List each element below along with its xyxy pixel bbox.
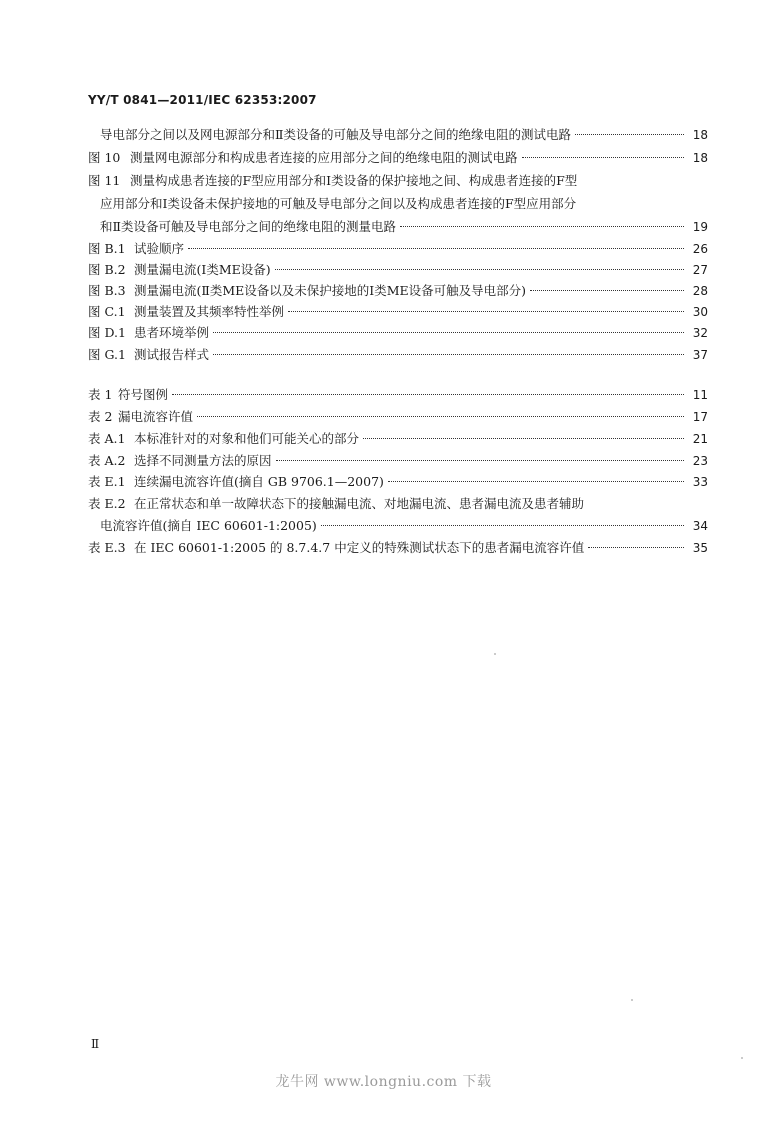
entry-title: 在正常状态和单一故障状态下的接触漏电流、对地漏电流、患者漏电流及患者辅助 bbox=[134, 496, 585, 511]
entry-title: 导电部分之间以及网电源部分和Ⅱ类设备的可触及导电部分之间的绝缘电阻的测试电路 bbox=[100, 127, 571, 142]
toc-figure-entry[interactable] bbox=[88, 171, 708, 191]
toc-table-entry[interactable] bbox=[88, 429, 708, 449]
dot-leader bbox=[172, 393, 684, 395]
entry-title: 和Ⅱ类设备可触及导电部分之间的绝缘电阻的测量电路 bbox=[100, 219, 396, 234]
entry-page-number: 11 bbox=[692, 388, 708, 402]
toc-table-entry[interactable] bbox=[88, 385, 708, 405]
entry-page-number: 37 bbox=[692, 348, 708, 362]
toc-figure-entry[interactable] bbox=[88, 239, 708, 259]
entry-title: 测试报告样式 bbox=[134, 347, 210, 362]
dot-leader bbox=[213, 331, 684, 333]
entry-label: 表 E.1 bbox=[88, 474, 126, 489]
entry-label: 表 E.3 bbox=[88, 540, 126, 555]
entry-page-number: 32 bbox=[692, 326, 708, 340]
entry-title: 测量装置及其频率特性举例 bbox=[134, 304, 285, 319]
entry-title: 试验顺序 bbox=[134, 241, 185, 256]
entry-page-number: 35 bbox=[692, 541, 708, 555]
entry-label: 图 B.3 bbox=[88, 283, 126, 298]
toc-figure-entry[interactable] bbox=[100, 217, 708, 237]
toc-figure-entry[interactable] bbox=[100, 125, 708, 145]
toc-figure-entry[interactable] bbox=[88, 260, 708, 280]
dot-leader bbox=[288, 310, 684, 312]
dot-leader bbox=[197, 415, 684, 417]
entry-title: 漏电流容许值 bbox=[118, 409, 194, 424]
toc-table-entry[interactable] bbox=[88, 494, 708, 514]
entry-label: 图 C.1 bbox=[88, 304, 126, 319]
scan-speck bbox=[631, 999, 633, 1001]
toc-table-entry[interactable] bbox=[88, 407, 708, 427]
dot-leader bbox=[522, 156, 684, 158]
scan-speck bbox=[494, 653, 496, 655]
entry-page-number: 33 bbox=[692, 475, 708, 489]
entry-title: 在 IEC 60601-1:2005 的 8.7.4.7 中定义的特殊测试状态下的患者漏电流容许值 bbox=[134, 540, 585, 555]
dot-leader bbox=[188, 247, 684, 249]
entry-page-number: 26 bbox=[692, 242, 708, 256]
entry-label: 图 D.1 bbox=[88, 325, 126, 340]
toc-table-entry[interactable] bbox=[88, 538, 708, 558]
entry-page-number: 27 bbox=[692, 263, 708, 277]
entry-label: 表 1 bbox=[88, 387, 113, 402]
scan-speck bbox=[741, 1057, 743, 1059]
dot-leader bbox=[575, 133, 684, 135]
entry-label: 图 B.2 bbox=[88, 262, 126, 277]
dot-leader bbox=[276, 459, 684, 461]
dot-leader bbox=[388, 480, 684, 482]
entry-page-number: 21 bbox=[692, 432, 708, 446]
entry-title: 电流容许值(摘自 IEC 60601-1:2005) bbox=[100, 518, 317, 533]
toc-table-entry[interactable] bbox=[88, 451, 708, 471]
entry-label: 图 11 bbox=[88, 173, 121, 188]
dot-leader bbox=[530, 289, 684, 291]
dot-leader bbox=[321, 524, 684, 526]
entry-title: 符号图例 bbox=[118, 387, 169, 402]
toc-table-entry[interactable] bbox=[100, 516, 708, 536]
entry-title: 测量网电源部分和构成患者连接的应用部分之间的绝缘电阻的测试电路 bbox=[130, 150, 518, 165]
entry-label: 图 G.1 bbox=[88, 347, 126, 362]
entry-title: 测量漏电流(Ⅰ类ME设备) bbox=[134, 262, 271, 277]
entry-title: 选择不同测量方法的原因 bbox=[134, 453, 272, 468]
entry-page-number: 18 bbox=[692, 151, 708, 165]
toc-figure-entry[interactable] bbox=[100, 194, 708, 214]
entry-title: 连续漏电流容许值(摘自 GB 9706.1—2007) bbox=[134, 474, 384, 489]
entry-label: 表 A.2 bbox=[88, 453, 126, 468]
entry-title: 患者环境举例 bbox=[134, 325, 210, 340]
entry-label: 表 A.1 bbox=[88, 431, 126, 446]
entry-title: 测量构成患者连接的F型应用部分和Ⅰ类设备的保护接地之间、构成患者连接的F型 bbox=[130, 173, 578, 188]
entry-page-number: 19 bbox=[692, 220, 708, 234]
entry-label: 图 10 bbox=[88, 150, 121, 165]
entry-page-number: 34 bbox=[692, 519, 708, 533]
toc-figure-entry[interactable] bbox=[88, 345, 708, 365]
entry-page-number: 23 bbox=[692, 454, 708, 468]
entry-title: 应用部分和Ⅰ类设备未保护接地的可触及导电部分之间以及构成患者连接的F型应用部分 bbox=[100, 196, 577, 211]
toc-figure-entry[interactable] bbox=[88, 148, 708, 168]
watermark: 龙牛网 www.longniu.com 下载 bbox=[275, 1074, 492, 1090]
entry-page-number: 30 bbox=[692, 305, 708, 319]
entry-title: 测量漏电流(Ⅱ类ME设备以及未保护接地的Ⅰ类ME设备可触及导电部分) bbox=[134, 283, 527, 298]
dot-leader bbox=[275, 268, 684, 270]
entry-label: 图 B.1 bbox=[88, 241, 126, 256]
dot-leader bbox=[588, 546, 684, 548]
entry-page-number: 18 bbox=[692, 128, 708, 142]
document-header: YY/T 0841—2011/IEC 62353:2007 bbox=[88, 93, 317, 107]
dot-leader bbox=[400, 225, 684, 227]
page-number: Ⅱ bbox=[91, 1037, 100, 1051]
dot-leader bbox=[213, 353, 684, 355]
entry-page-number: 28 bbox=[692, 284, 708, 298]
toc-table-entry[interactable] bbox=[88, 472, 708, 492]
entry-label: 表 2 bbox=[88, 409, 113, 424]
entry-title: 本标准针对的对象和他们可能关心的部分 bbox=[134, 431, 360, 446]
toc-figure-entry[interactable] bbox=[88, 281, 708, 301]
toc-figure-entry[interactable] bbox=[88, 323, 708, 343]
dot-leader bbox=[363, 437, 684, 439]
entry-page-number: 17 bbox=[692, 410, 708, 424]
toc-figure-entry[interactable] bbox=[88, 302, 708, 322]
entry-label: 表 E.2 bbox=[88, 496, 126, 511]
